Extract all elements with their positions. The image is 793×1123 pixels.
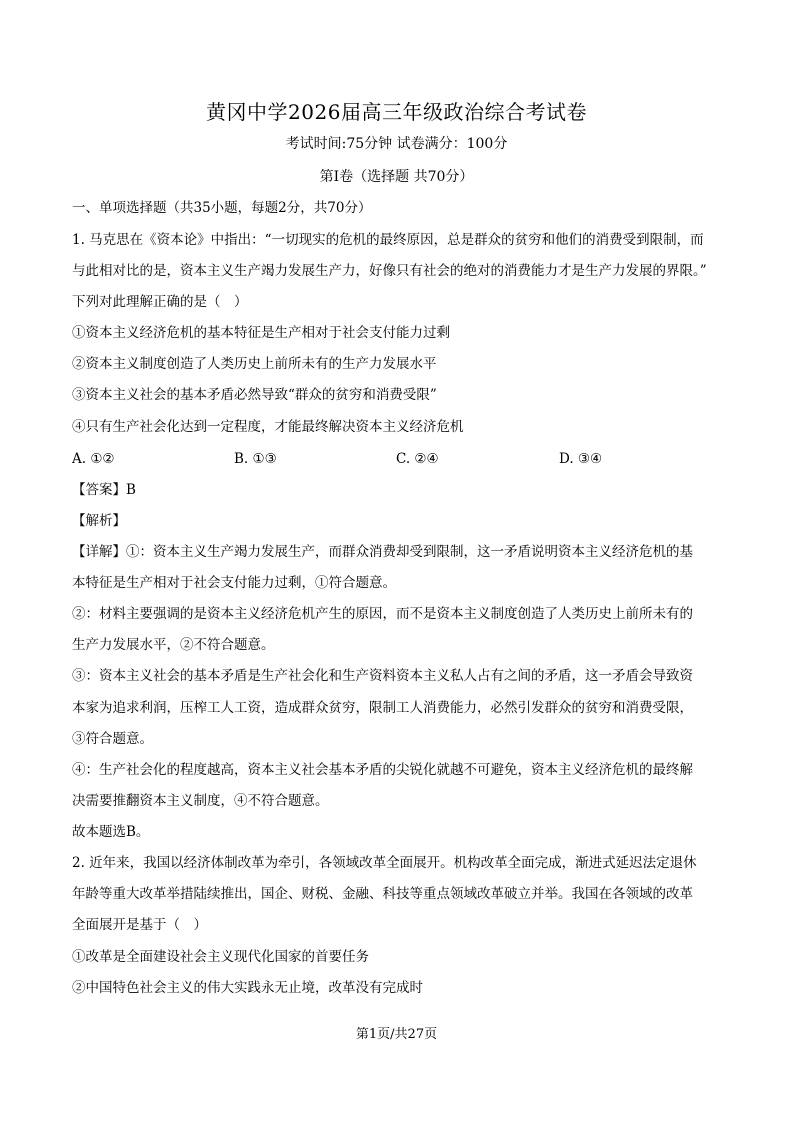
q1-explanation-line: ②：材料主要强调的是资本主义经济危机产生的原因，而不是资本主义制度创造了人类历史上前所未有的 (72, 606, 693, 622)
q1-explanation-line: 决需要推翻资本主义制度，④不符合题意。 (72, 793, 329, 809)
q1-stem-line: 1. 马克思在《资本论》中指出：“一切现实的危机的最终原因，总是群众的贫穷和他们的消费受到限制，而 (72, 232, 704, 248)
q2-item: ①改革是全面建设社会主义现代化国家的首要任务 (72, 949, 369, 965)
q2-stem-line: 2. 近年来，我国以经济体制改革为牵引，各领域改革全面展开。机构改革全面完成，渐进式延迟法定退休 (72, 855, 697, 871)
q1-stem-line: 与此相对比的是，资本主义生产竭力发展生产力，好像只有社会的绝对的消费能力才是生产力发展的界限。” (72, 263, 707, 279)
q1-explanation-line: ④：生产社会化的程度越高，资本主义社会基本矛盾的尖锐化就越不可避免，资本主义经济危机的最终解 (72, 762, 693, 778)
q1-explanation-line: 生产力发展水平，②不符合题意。 (72, 637, 275, 653)
exam-title: 黄冈中学2026届高三年级政治综合考试卷 (206, 100, 587, 124)
q1-option-c: C. ②④ (396, 451, 439, 467)
q2-stem-line: 年龄等重大改革举措陆续推出，国企、财税、金融、科技等重点领域改革破立并举。我国在各领域的改革 (72, 886, 693, 902)
q1-option-b: B. ①③ (234, 451, 277, 467)
q1-stem-line: 下列对此理解正确的是（ ） (72, 294, 248, 310)
answer-value: B (126, 482, 136, 498)
q1-item: ①资本主义经济危机的基本特征是生产相对于社会支付能力过剩 (72, 325, 450, 341)
q1-options (72, 449, 732, 469)
q1-item: ②资本主义制度创造了人类历史上前所未有的生产力发展水平 (72, 356, 437, 372)
exam-info: 考试时间:75分钟 试卷满分：100分 (285, 136, 508, 152)
q1-option-a: A. ①② (72, 451, 115, 467)
q1-answer (72, 480, 732, 500)
q1-explanation-line: ③：资本主义社会的基本矛盾是生产社会化和生产资料资本主义私人占有之间的矛盾，这一矛盾会导致资 (72, 668, 693, 684)
q2-item: ②中国特色社会主义的伟大实践永无止境，改革没有完成时 (72, 980, 423, 996)
q1-explanation-line: ③符合题意。 (72, 731, 153, 747)
q2-stem-line: 全面展开是基于（ ） (72, 917, 207, 933)
q1-option-d: D. ③④ (559, 451, 603, 467)
q1-explanation-line: 【详解】①：资本主义生产竭力发展生产，而群众消费却受到限制，这一矛盾说明资本主义经济危机的基 (72, 544, 693, 560)
volume-heading: 第Ⅰ卷（选择题 共70分） (319, 169, 474, 185)
section-heading: 一、单项选择题（共35小题，每题2分，共70分） (72, 200, 372, 216)
q1-explanation-line: 故本题选B。 (72, 824, 150, 840)
q1-item: ③资本主义社会的基本矛盾必然导致“群众的贫穷和消费受限” (72, 387, 437, 403)
q1-explanation-line: 本特征是生产相对于社会支付能力过剩，①符合题意。 (72, 575, 396, 591)
q1-explanation-line: 本家为追求利润，压榨工人工资，造成群众贫穷，限制工人消费能力，必然引发群众的贫穷和消费受限， (72, 700, 693, 716)
page-footer: 第1页/共27页 (355, 1027, 438, 1042)
q1-item: ④只有生产社会化达到一定程度，才能最终解决资本主义经济危机 (72, 419, 464, 435)
answer-label: 【答案】 (72, 482, 126, 498)
analysis-label: 【解析】 (72, 513, 126, 529)
